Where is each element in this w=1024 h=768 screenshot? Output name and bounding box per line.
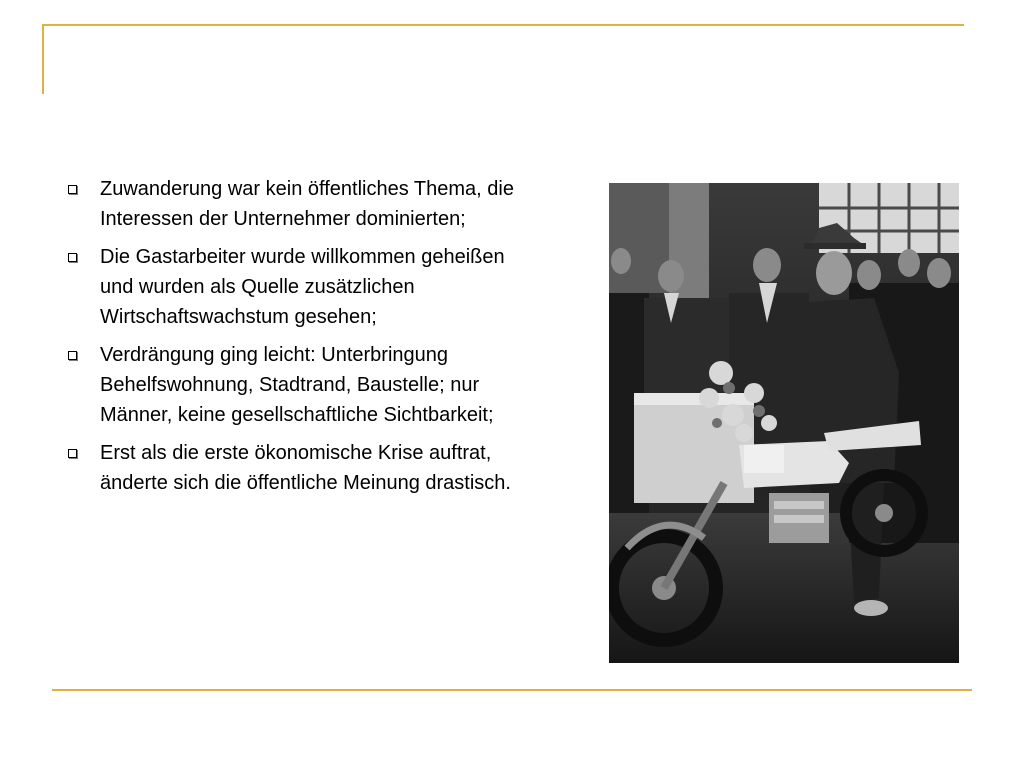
square-bullet-icon <box>68 449 77 458</box>
bullet-text: Erst als die erste ökonomische Krise auftrat, änderte sich die öffentliche Meinung drastisch. <box>100 442 511 494</box>
bottom-divider <box>52 689 972 691</box>
square-bullet-icon <box>68 253 77 262</box>
bullet-item <box>66 242 526 332</box>
left-divider <box>42 24 44 94</box>
bullet-list <box>66 174 526 506</box>
bullet-text: Zuwanderung war kein öffentliches Thema, die Interessen der Unternehmer dominierten; <box>100 178 514 230</box>
square-bullet-icon <box>68 185 77 194</box>
bullet-text: Verdrängung ging leicht: Unterbringung Behelfswohnung, Stadtrand, Baustelle; nur Männer, keine gesellschaftliche Sichtbarkeit; <box>100 344 494 426</box>
bullet-item <box>66 340 526 430</box>
man-on-moped-photo-icon <box>609 183 959 663</box>
bullet-text: Die Gastarbeiter wurde willkommen geheißen und wurden als Quelle zusätzlichen Wirtschaftswachstum gesehen; <box>100 246 505 328</box>
historical-photo <box>609 183 959 663</box>
top-divider <box>42 24 964 26</box>
bullet-item <box>66 438 526 498</box>
square-bullet-icon <box>68 351 77 360</box>
bullet-item <box>66 174 526 234</box>
